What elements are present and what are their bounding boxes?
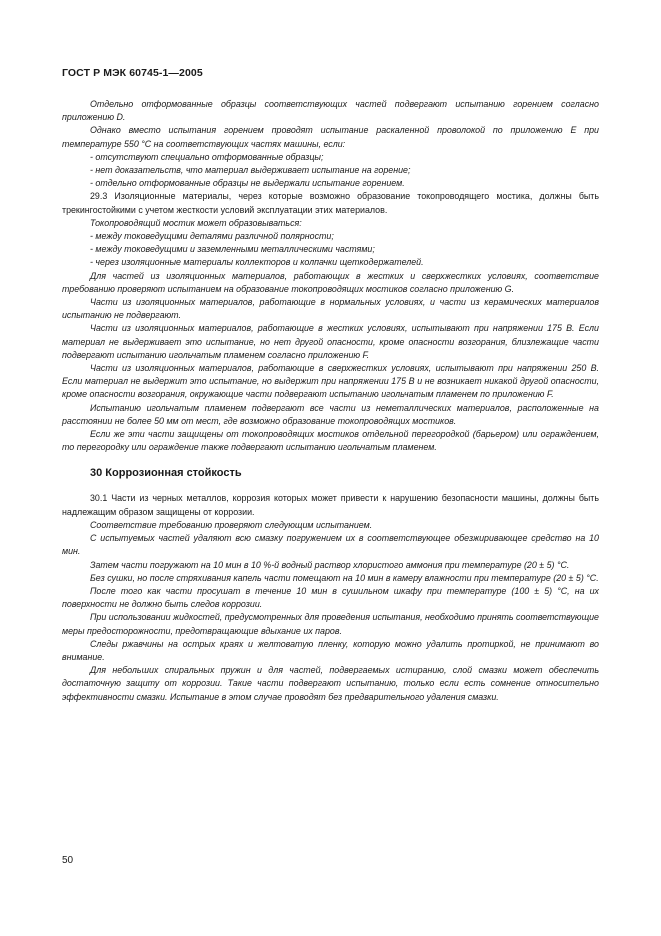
paragraph: Токопроводящий мостик может образовываться: bbox=[90, 217, 302, 228]
paragraph: Для частей из изоляционных материалов, работающих в жестких и сверхжестких условиях, соответствие требованию проверяют испытанием на образование токопроводящих мостиков согласно приложению G. bbox=[62, 270, 599, 294]
paragraph: Части из изоляционных материалов, работающие в сверхжестких условиях, испытывают при напряжении 250 В. Если материал не выдержит это испытание, но выдержит при напряжении 175 В и не возникает никакой другой опасности, кроме опасности возгорания, окружающие части подвергают испытанию игольчатым пламенем по приложению F. bbox=[62, 363, 599, 400]
paragraph: - нет доказательств, что материал выдерживает испытание на горение; bbox=[90, 165, 411, 176]
paragraph: - отдельно отформованные образцы не выдержали испытание горением. bbox=[90, 178, 405, 189]
paragraph: - между токоведущими и заземленными металлическими частями; bbox=[90, 244, 375, 255]
clause-29-text bbox=[62, 98, 599, 454]
paragraph: 29.3 Изоляционные материалы, через которые возможно образование токопроводящего мостика, должны быть трекингостойкими с учетом жесткости условий эксплуатации этих материалов. bbox=[62, 191, 599, 215]
document-header: ГОСТ Р МЭК 60745-1—2005 bbox=[62, 67, 203, 79]
paragraph: Затем части погружают на 10 мин в 10 %-й водный раствор хлористого аммония при температуре (20 ± 5) °С. bbox=[90, 559, 570, 570]
paragraph: Части из изоляционных материалов, работающие в жестких условиях, испытывают при напряжении 175 В. Если материал не выдерживает это испытание, но нет другой опасности, кроме опасности возгорания, близлежащие части подвергают испытанию игольчатым пламенем согласно приложению F. bbox=[62, 323, 599, 360]
page-body bbox=[62, 98, 599, 704]
paragraph: С испытуемых частей удаляют всю смазку погружением их в соответствующее обезжиривающее средство на 10 мин. bbox=[62, 533, 599, 557]
paragraph: Соответствие требованию проверяют следующим испытанием. bbox=[90, 519, 373, 530]
paragraph: Однако вместо испытания горением проводят испытание раскаленной проволокой по приложению Е при температуре 550 °С на соответствующих частях машины, если: bbox=[62, 125, 599, 149]
clause-30-text bbox=[62, 492, 599, 703]
paragraph: Для небольших спиральных пружин и для частей, подвергаемых истиранию, слой смазки может обеспечить достаточную защиту от коррозии. Такие части подвергают испытанию, только если есть сомнение относительно эффективности смазки. Испытание в этом случае проводят без предварительного удаления смазки. bbox=[62, 665, 599, 702]
paragraph: - отсутствуют специально отформованные образцы; bbox=[90, 151, 324, 162]
section-title: 30 Коррозионная стойкость bbox=[90, 467, 242, 480]
paragraph: Части из изоляционных материалов, работающие в нормальных условиях, и части из керамических материалов испытанию не подвергают. bbox=[62, 297, 599, 321]
paragraph: Отдельно отформованные образцы соответствующих частей подвергают испытанию горением согласно приложению D. bbox=[62, 99, 599, 123]
paragraph: Если же эти части защищены от токопроводящих мостиков отдельной перегородкой (барьером) или ограждением, то перегородку или ограждение также подвергают испытанию игольчатым пламенем. bbox=[62, 429, 599, 453]
paragraph: Следы ржавчины на острых краях и желтоватую пленку, которую можно удалить протиркой, не принимают во внимание. bbox=[62, 638, 599, 662]
paragraph: Без сушки, но после стряхивания капель части помещают на 10 мин в камеру влажности при температуре (20 ± 5) °С. bbox=[90, 572, 599, 583]
paragraph: Испытанию игольчатым пламенем подвергают все части из неметаллических материалов, расположенные на расстоянии не более 50 мм от мест, где возможно образование токопроводящих мостиков. bbox=[62, 402, 599, 426]
page-number: 50 bbox=[62, 855, 74, 866]
paragraph: После того как части просушат в течение 10 мин в сушильном шкафу при температуре (100 ± 5) °С, на их поверхности не должно быть следов коррозии. bbox=[62, 585, 599, 610]
paragraph: - между токоведущими деталями различной полярности; bbox=[90, 231, 334, 242]
paragraph: При использовании жидкостей, предусмотренных для проведения испытания, необходимо принять соответствующие меры предосторожности, предотвращающие вдыхание их паров. bbox=[62, 612, 599, 636]
paragraph: 30.1 Части из черных металлов, коррозия которых может привести к нарушению безопасности машины, должны быть надлежащим образом защищены от коррозии. bbox=[62, 493, 599, 517]
paragraph: - через изоляционные материалы коллекторов и колпачки щеткодержателей. bbox=[90, 257, 424, 268]
